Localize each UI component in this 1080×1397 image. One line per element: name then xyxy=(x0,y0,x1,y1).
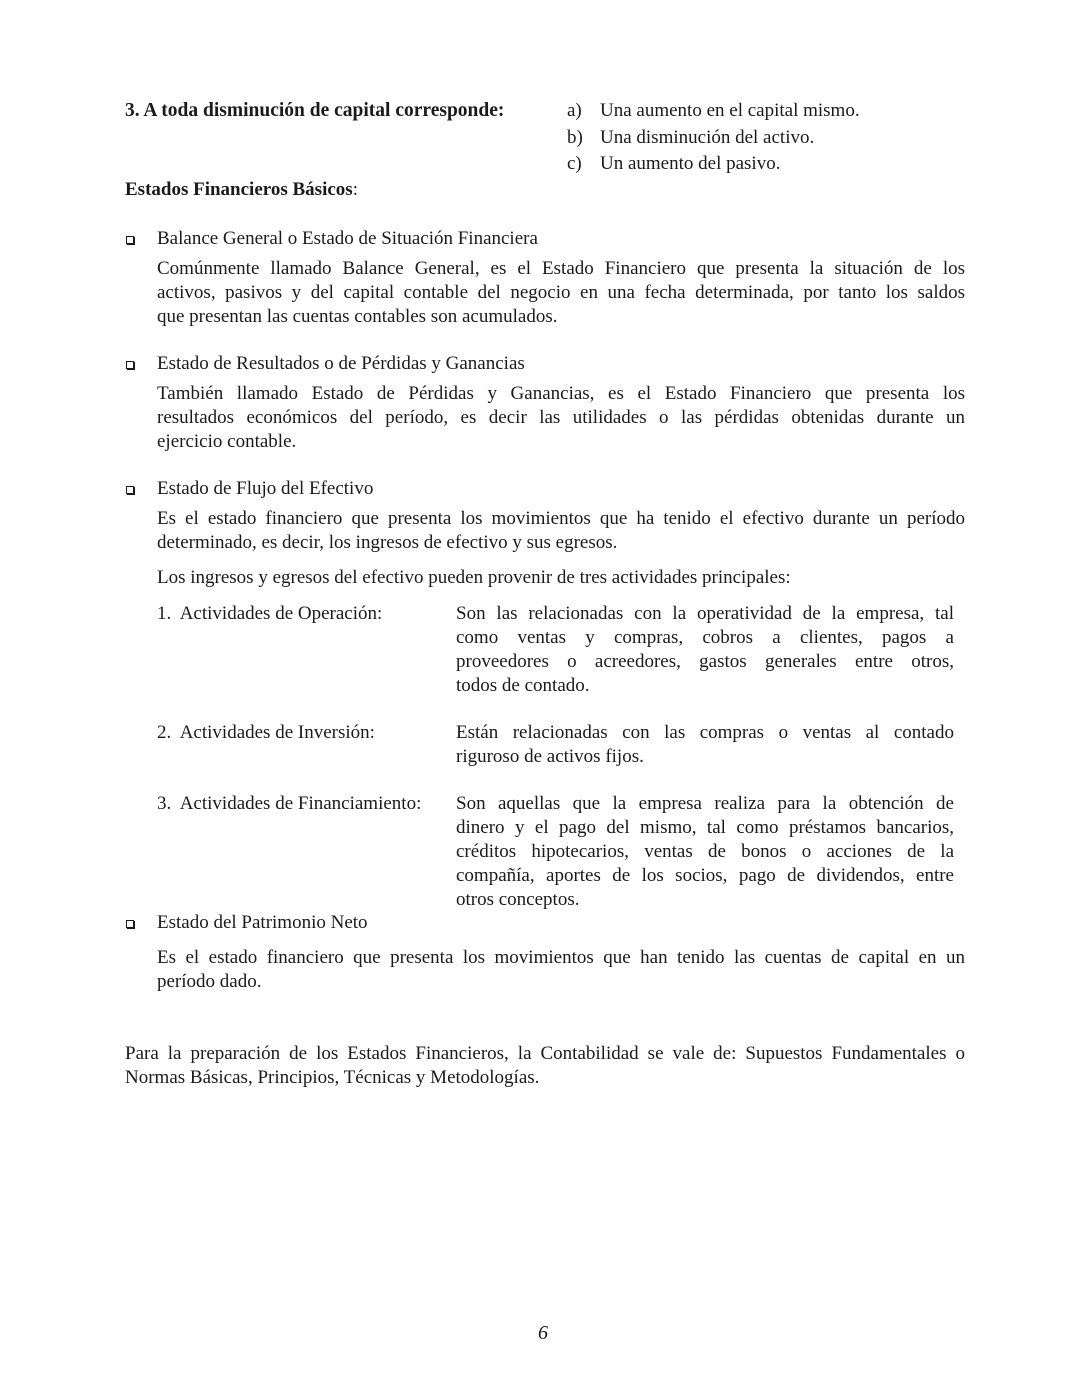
body-line: Para la preparación de los Estados Financieros, la Contabilidad se vale de: Supuestos Fundamentales o xyxy=(125,1043,965,1064)
activity-desc-operacion xyxy=(456,602,954,698)
option-text-b: Una disminución del activo. xyxy=(600,127,815,148)
option-text-c: Un aumento del pasivo. xyxy=(600,153,781,174)
statement-title-flujo: Estado de Flujo del Efectivo xyxy=(157,478,374,499)
body-line: que presentan las cuentas contables son acumulados. xyxy=(157,306,558,327)
statement-body-resultados xyxy=(157,382,965,454)
body-line: proveedores o acreedores, gastos generales entre otros, xyxy=(456,651,954,672)
body-line: ejercicio contable. xyxy=(157,431,297,452)
closing-paragraph xyxy=(125,1042,965,1090)
body-line: Son aquellas que la empresa realiza para la obtención de xyxy=(456,793,954,814)
body-line: determinado, es decir, los ingresos de efectivo y sus egresos. xyxy=(157,532,618,553)
body-line: dinero y el pago del mismo, tal como préstamos bancarios, xyxy=(456,817,954,838)
activity-label-inversion: 2. Actividades de Inversión: xyxy=(157,722,375,743)
checkbox-bullet-icon xyxy=(126,486,134,494)
body-line: Es el estado financiero que presenta los movimientos que ha tenido el efectivo durante un período xyxy=(157,508,965,529)
body-line: riguroso de activos fijos. xyxy=(456,746,644,767)
page-number: 6 xyxy=(538,1322,548,1344)
checkbox-bullet-icon xyxy=(126,236,134,244)
section-heading-text: Estados Financieros Básicos xyxy=(125,179,353,200)
body-line: créditos hipotecarios, ventas de bonos o acciones de la xyxy=(456,841,954,862)
body-line: todos de contado. xyxy=(456,675,590,696)
option-letter-c: c) xyxy=(567,153,582,174)
section-heading-colon: : xyxy=(352,179,358,200)
body-line: resultados económicos del período, es decir las utilidades o las pérdidas obtenidas durante un xyxy=(157,407,965,428)
question-prompt: 3. A toda disminución de capital corresponde: xyxy=(125,100,505,121)
option-letter-b: b) xyxy=(567,127,583,148)
section-heading xyxy=(125,178,358,202)
body-line: Es el estado financiero que presenta los movimientos que han tenido las cuentas de capital en un xyxy=(157,947,965,968)
statement-body-balance xyxy=(157,257,965,329)
body-line: Normas Básicas, Principios, Técnicas y Metodologías. xyxy=(125,1067,540,1088)
option-letter-a: a) xyxy=(567,100,582,121)
body-line: otros conceptos. xyxy=(456,889,580,910)
checkbox-bullet-icon xyxy=(126,920,134,928)
checkbox-bullet-icon xyxy=(126,361,134,369)
body-line: También llamado Estado de Pérdidas y Ganancias, es el Estado Financiero que presenta los xyxy=(157,383,965,404)
body-line: período dado. xyxy=(157,971,262,992)
body-line: Están relacionadas con las compras o ventas al contado xyxy=(456,722,954,743)
statement-title-balance: Balance General o Estado de Situación Financiera xyxy=(157,228,538,249)
activity-desc-inversion xyxy=(456,721,954,769)
activities-intro: Los ingresos y egresos del efectivo pueden provenir de tres actividades principales: xyxy=(157,567,791,588)
statement-body-patrimonio xyxy=(157,946,965,994)
activity-label-financiamiento: 3. Actividades de Financiamiento: xyxy=(157,793,422,814)
option-text-a: Una aumento en el capital mismo. xyxy=(600,100,860,121)
body-line: Son las relacionadas con la operatividad de la empresa, tal xyxy=(456,603,954,624)
body-line: como ventas y compras, cobros a clientes, pagos a xyxy=(456,627,954,648)
body-line: activos, pasivos y del capital contable del negocio en una fecha determinada, por tanto los saldos xyxy=(157,282,965,303)
statement-title-resultados: Estado de Resultados o de Pérdidas y Ganancias xyxy=(157,353,525,374)
statement-title-patrimonio: Estado del Patrimonio Neto xyxy=(157,912,368,933)
activity-label-operacion: 1. Actividades de Operación: xyxy=(157,603,383,624)
body-line: Comúnmente llamado Balance General, es el Estado Financiero que presenta la situación de los xyxy=(157,258,965,279)
activity-desc-financiamiento xyxy=(456,792,954,912)
body-line: compañía, aportes de los socios, pago de dividendos, entre xyxy=(456,865,954,886)
statement-body-flujo xyxy=(157,507,965,555)
